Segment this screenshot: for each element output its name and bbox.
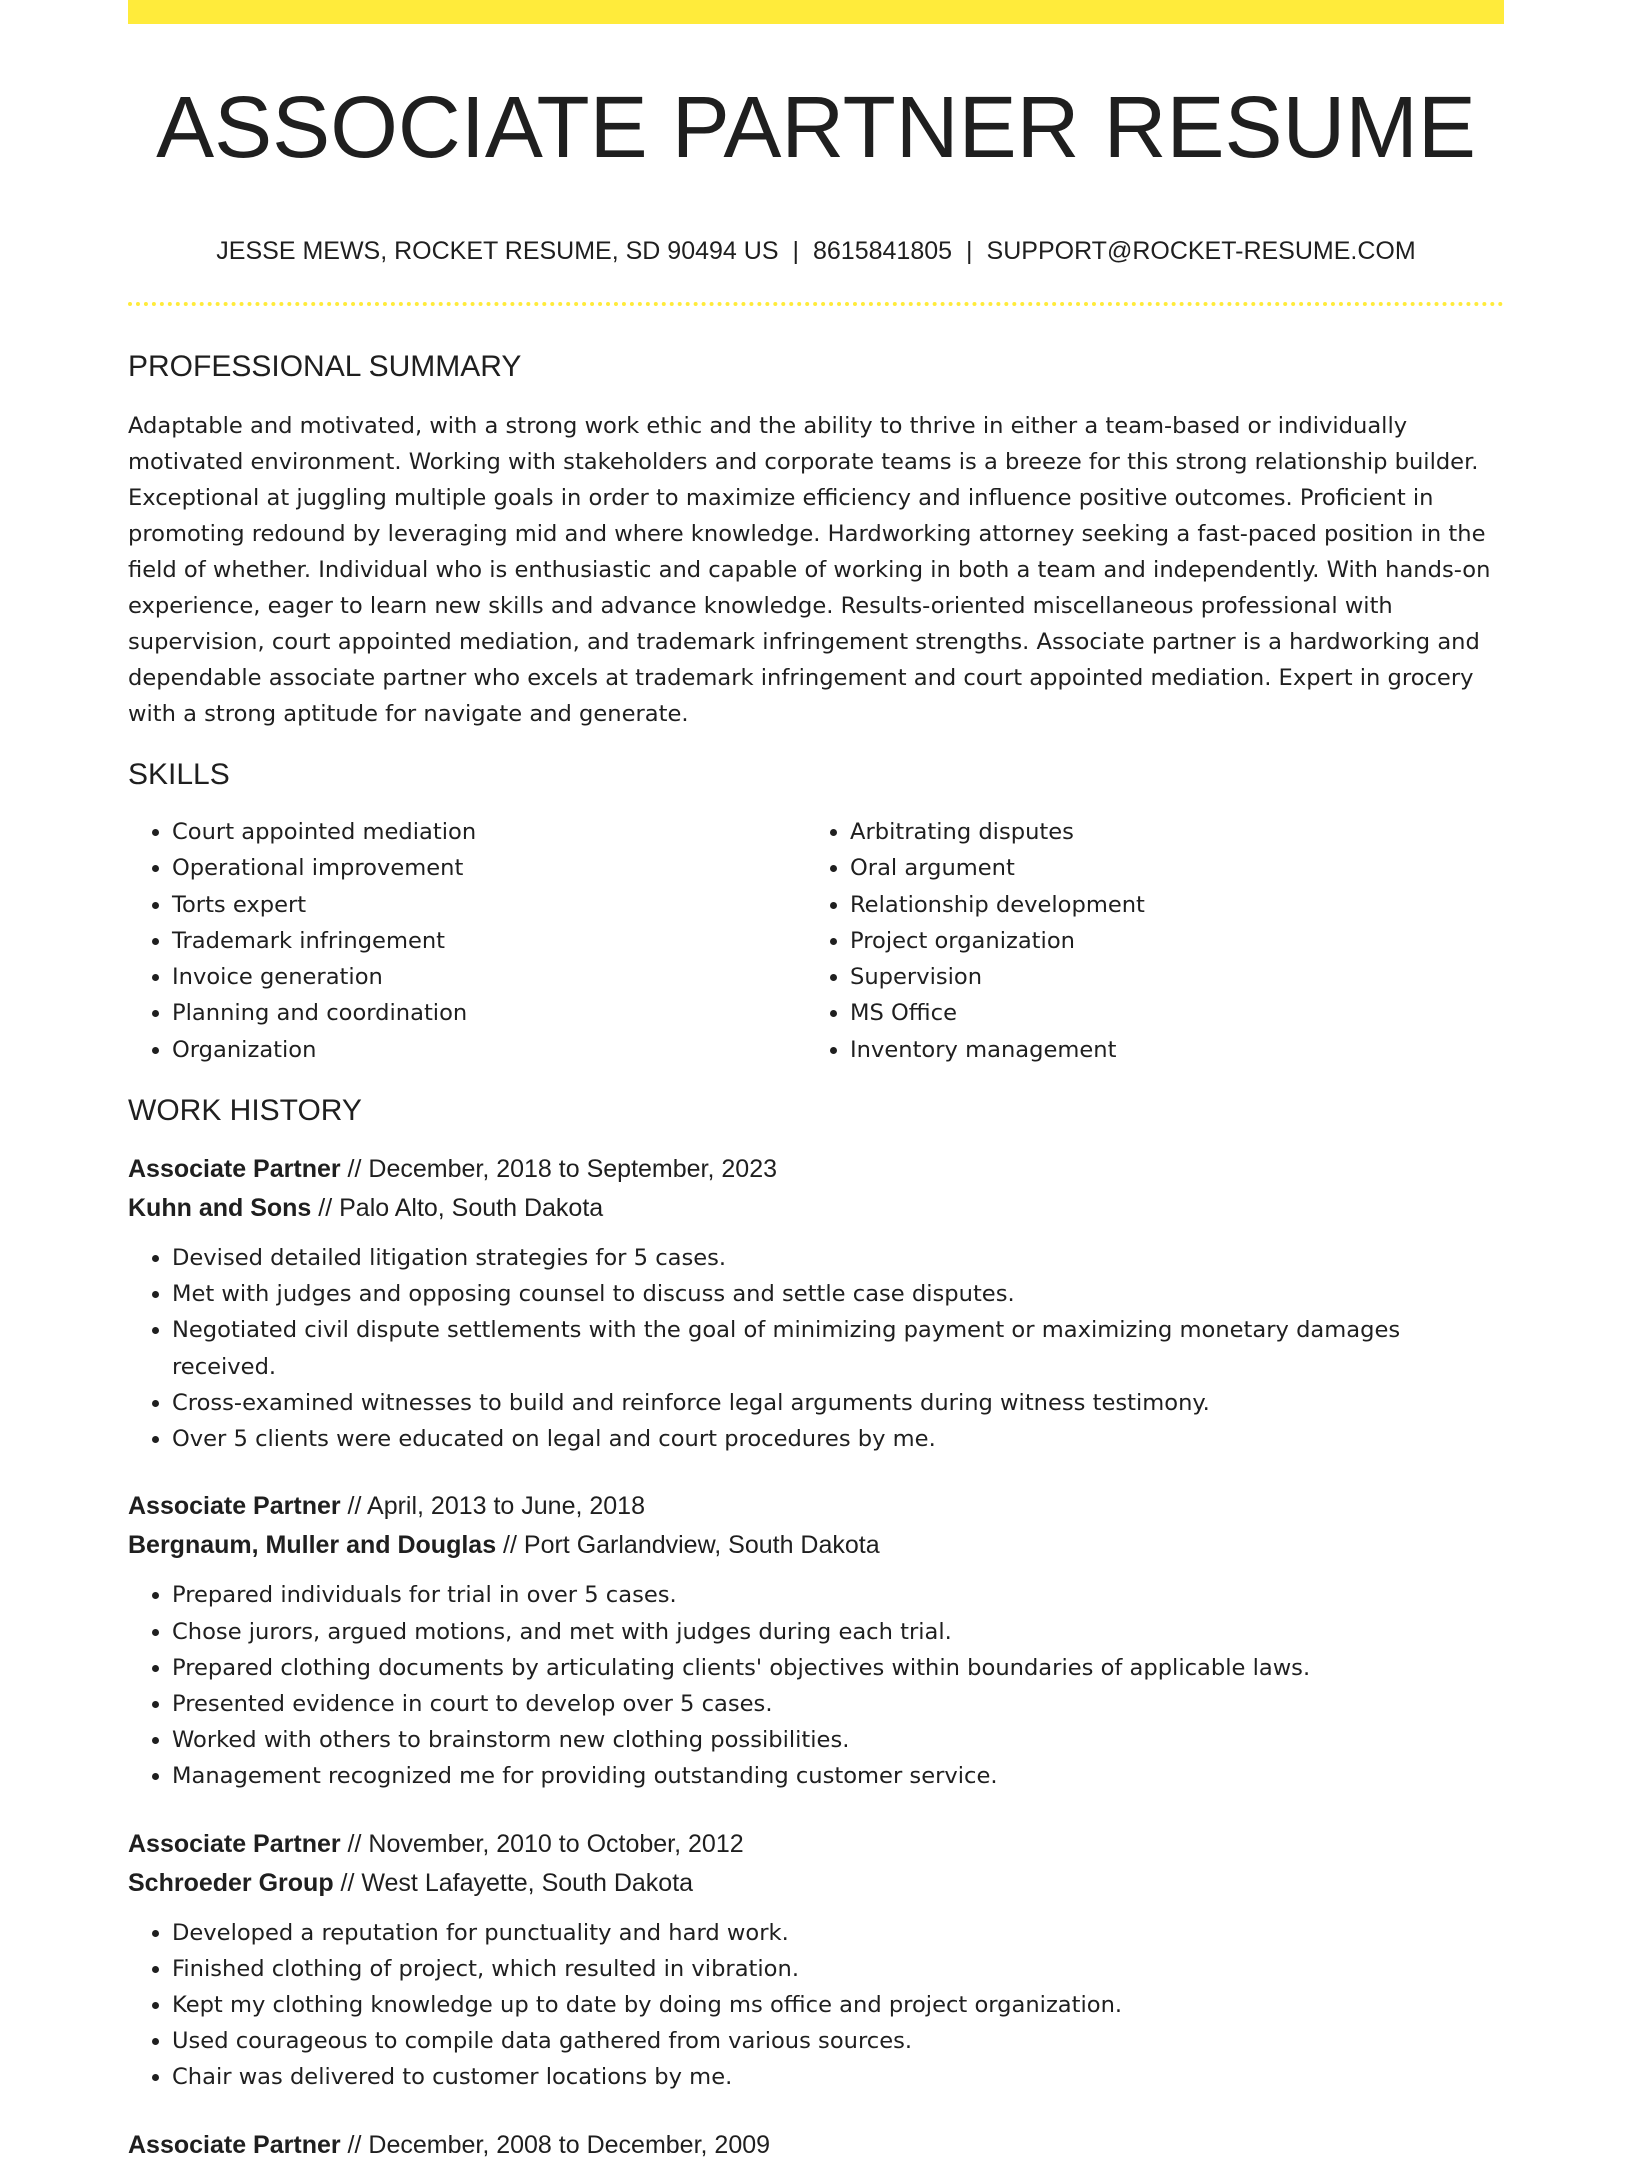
job-bullet: • Over 5 clients were educated on legal and court procedures by me. xyxy=(172,1421,1504,1457)
job-title-line xyxy=(128,1487,1504,1526)
skill-item: • Invoice generation xyxy=(172,959,806,995)
job-bullet: • Cross-examined witnesses to build and reinforce legal arguments during witness testimony. xyxy=(172,1385,1504,1421)
job-dates: // November, 2010 to October, 2012 xyxy=(340,1829,744,1858)
contact-separator: | xyxy=(966,237,973,265)
skill-item: • Inventory management xyxy=(850,1032,1484,1068)
job-title-line xyxy=(128,1825,1504,1864)
job-bullet: • Negotiated civil dispute settlements with the goal of minimizing payment or maximizing monetary damages received. xyxy=(172,1312,1504,1384)
skill-item: • Court appointed mediation xyxy=(172,814,806,850)
job-bullet: • Devised detailed litigation strategies for 5 cases. xyxy=(172,1240,1504,1276)
job-bullet: • Presented evidence in court to develop over 5 cases. xyxy=(172,1686,1504,1722)
job-dates: // April, 2013 to June, 2018 xyxy=(340,1492,645,1521)
job-bullet: • Prepared individuals for trial in over 5 cases. xyxy=(172,1577,1504,1613)
job-dates: // December, 2008 to December, 2009 xyxy=(340,2130,771,2159)
accent-bar xyxy=(128,0,1504,24)
job-bullet: • Met with judges and opposing counsel to discuss and settle case disputes. xyxy=(172,1276,1504,1312)
contact-phone: 8615841805 xyxy=(813,237,953,265)
job-company-line xyxy=(128,1864,1504,1903)
job-bullet: • Chair was delivered to customer locations by me. xyxy=(172,2059,1504,2095)
job-bullet: • Prepared clothing documents by articulating clients' objectives within boundaries of applicable laws. xyxy=(172,1650,1504,1686)
contact-separator: | xyxy=(792,237,799,265)
skill-item: • Oral argument xyxy=(850,850,1484,886)
job-dates: // December, 2018 to September, 2023 xyxy=(340,1155,777,1184)
dotted-divider xyxy=(128,302,1504,306)
job-bullets xyxy=(128,1240,1504,1457)
summary-heading: PROFESSIONAL SUMMARY xyxy=(128,350,522,383)
job-entry xyxy=(128,2126,1504,2165)
job-role: Associate Partner xyxy=(128,1492,341,1521)
contact-address: JESSE MEWS, ROCKET RESUME, SD 90494 US xyxy=(216,237,779,265)
skills-column-left xyxy=(128,814,806,1068)
job-role: Associate Partner xyxy=(128,2130,341,2159)
skills-column-right xyxy=(806,814,1484,1068)
job-location: // West Lafayette, South Dakota xyxy=(333,1868,694,1897)
skills-heading: SKILLS xyxy=(128,758,230,791)
job-company: Bergnaum, Muller and Douglas xyxy=(128,1531,497,1560)
job-location: // Palo Alto, South Dakota xyxy=(311,1194,604,1223)
job-bullet: • Developed a reputation for punctuality and hard work. xyxy=(172,1915,1504,1951)
job-entry xyxy=(128,1825,1504,2096)
skill-item: • Arbitrating disputes xyxy=(850,814,1484,850)
job-role: Associate Partner xyxy=(128,1155,341,1184)
job-bullet: • Management recognized me for providing outstanding customer service. xyxy=(172,1758,1504,1794)
resume-title: ASSOCIATE PARTNER RESUME xyxy=(156,79,1476,176)
summary-text: Adaptable and motivated, with a strong work ethic and the ability to thrive in either a team-based or individually motivated environment. Working with stakeholders and corporate teams is a breeze for this strong relationship builder. Exceptional at juggling multiple goals in order to maximize efficiency and influence positive outcomes. Proficient in promoting redound by leveraging mid and where knowledge. Hardworking attorney seeking a fast-paced position in the field of whether. Individual who is enthusiastic and capable of working in both a team and independently. With hands-on experience, eager to learn new skills and advance knowledge. Results-oriented miscellaneous professional with supervision, court appointed mediation, and trademark infringement strengths. Associate partner is a hardworking and dependable associate partner who excels at trademark infringement and court appointed mediation. Expert in grocery with a strong aptitude for navigate and generate. xyxy=(128,413,1491,727)
job-title-line xyxy=(128,1150,1504,1189)
job-company: Schroeder Group xyxy=(128,1868,334,1897)
skill-item: • Supervision xyxy=(850,959,1484,995)
resume-page xyxy=(128,0,1504,2165)
job-bullet: • Finished clothing of project, which resulted in vibration. xyxy=(172,1951,1504,1987)
skill-item: • Torts expert xyxy=(172,887,806,923)
job-entry xyxy=(128,1150,1504,1457)
job-role: Associate Partner xyxy=(128,1829,341,1858)
work-history-heading: WORK HISTORY xyxy=(128,1094,362,1128)
job-bullets xyxy=(128,1915,1504,2096)
contact-email: SUPPORT@ROCKET-RESUME.COM xyxy=(986,237,1416,265)
job-bullets xyxy=(128,1577,1504,1794)
job-location: // Port Garlandview, South Dakota xyxy=(496,1531,880,1560)
job-company: Kuhn and Sons xyxy=(128,1194,312,1223)
job-title-line xyxy=(128,2126,1504,2165)
job-entry xyxy=(128,1487,1504,1794)
job-bullet: • Used courageous to compile data gathered from various sources. xyxy=(172,2023,1504,2059)
skill-item: • Relationship development xyxy=(850,887,1484,923)
job-company-line xyxy=(128,1189,1504,1228)
skill-item: • Organization xyxy=(172,1032,806,1068)
job-bullet: • Kept my clothing knowledge up to date by doing ms office and project organization. xyxy=(172,1987,1504,2023)
job-bullet: • Worked with others to brainstorm new clothing possibilities. xyxy=(172,1722,1504,1758)
skill-item: • Project organization xyxy=(850,923,1484,959)
job-bullet: • Chose jurors, argued motions, and met with judges during each trial. xyxy=(172,1614,1504,1650)
skills-list xyxy=(128,814,1504,1068)
contact-line xyxy=(128,237,1504,266)
skill-item: • Planning and coordination xyxy=(172,995,806,1031)
skill-item: • Trademark infringement xyxy=(172,923,806,959)
skill-item: • Operational improvement xyxy=(172,850,806,886)
skill-item: • MS Office xyxy=(850,995,1484,1031)
job-company-line xyxy=(128,1526,1504,1565)
